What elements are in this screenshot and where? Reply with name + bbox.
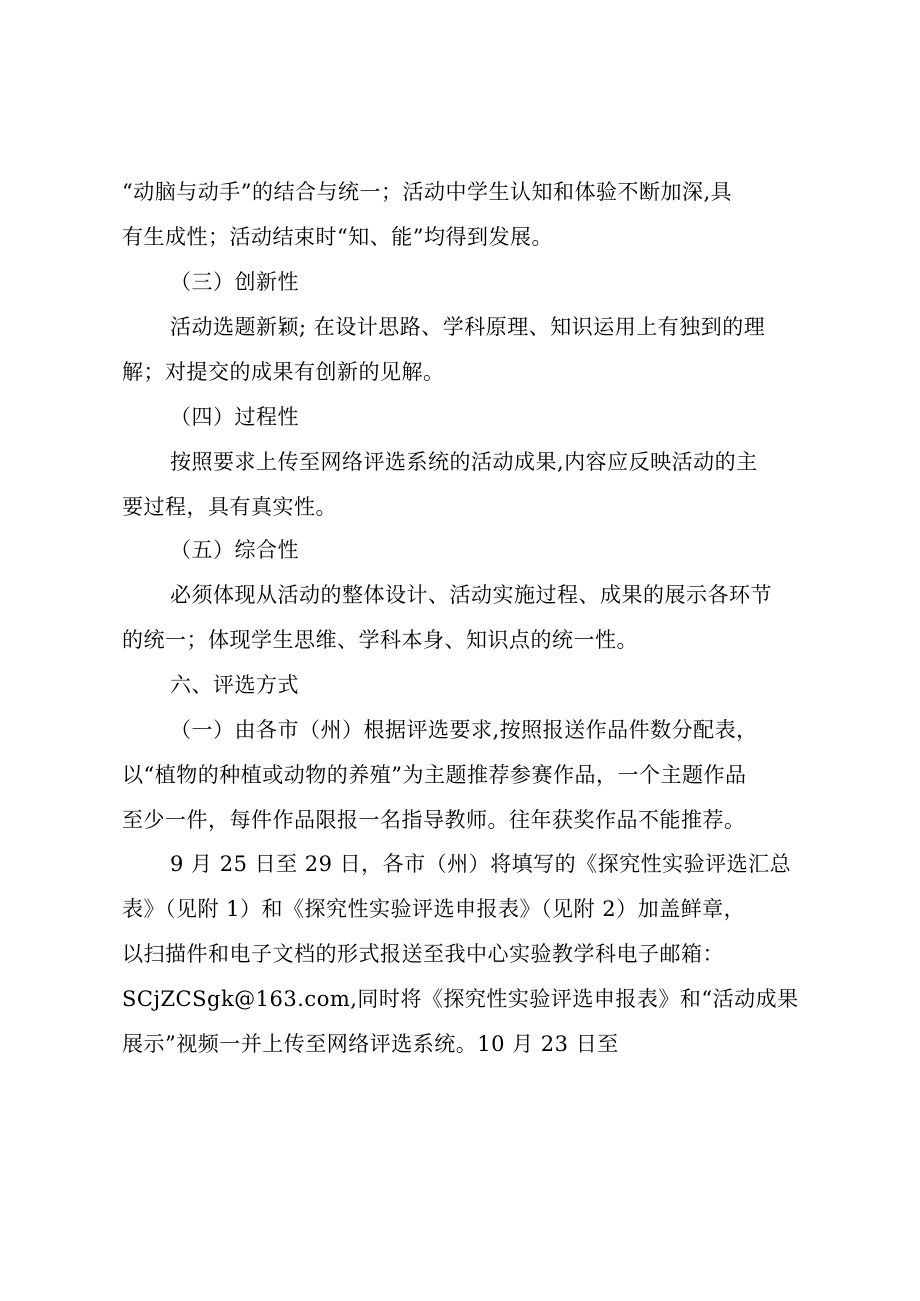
section-heading-selection-method: 六、评选方式 <box>170 673 299 697</box>
text-line: 的统一；体现学生思维、学科本身、知识点的统一性。 <box>122 628 638 652</box>
email-text-line: SCjZCSgk@163.com,同时将《探究性实验评选申报表》和“活动成果 <box>122 987 799 1011</box>
text-line: 以扫描件和电子文档的形式报送至我中心实验教学科电子邮箱： <box>122 942 724 966</box>
paragraph-selection-rules <box>122 708 812 843</box>
text-line: 必须体现从活动的整体设计、活动实施过程、成果的展示各环节 <box>170 583 772 607</box>
text-line: （一）由各市（州）根据评选要求,按照报送作品件数分配表， <box>170 718 758 742</box>
text-line: 以“植物的种植或动物的养殖”为主题推荐参赛作品，一个主题作品 <box>122 763 747 787</box>
heading-innovation: （三）创新性 <box>170 270 299 294</box>
text-line: 活动选题新颖; 在设计思路、学科原理、知识运用上有独到的理 <box>170 315 766 339</box>
text-line: 有生成性；活动结束时“知、能”均得到发展。 <box>122 225 553 249</box>
paragraph-activity-unity <box>122 170 812 260</box>
paragraph-submission <box>122 842 812 1067</box>
text-line: 展示”视频一并上传至网络评选系统。10 月 23 日至 <box>122 1032 619 1056</box>
text-line: 表》（见附 1）和《探究性实验评选申报表》（见附 2）加盖鲜章， <box>122 897 746 921</box>
paragraph-innovation <box>122 305 812 395</box>
text-line: 要过程，具有真实性。 <box>122 495 337 519</box>
heading-comprehensive: （五）综合性 <box>170 538 299 562</box>
paragraph-comprehensive <box>122 573 812 663</box>
text-line: “动脑与动手”的结合与统一；活动中学生认知和体验不断加深,具 <box>122 180 733 204</box>
text-line: 解；对提交的成果有创新的见解。 <box>122 360 445 384</box>
heading-process: （四）过程性 <box>170 405 299 429</box>
paragraph-process <box>122 440 812 530</box>
text-line: 按照要求上传至网络评选系统的活动成果,内容应反映活动的主 <box>170 450 758 474</box>
text-line: 9 月 25 日至 29 日，各市（州）将填写的《探究性实验评选汇总 <box>170 852 792 876</box>
text-line: 至少一件，每件作品限报一名指导教师。往年获奖作品不能推荐。 <box>122 808 746 832</box>
